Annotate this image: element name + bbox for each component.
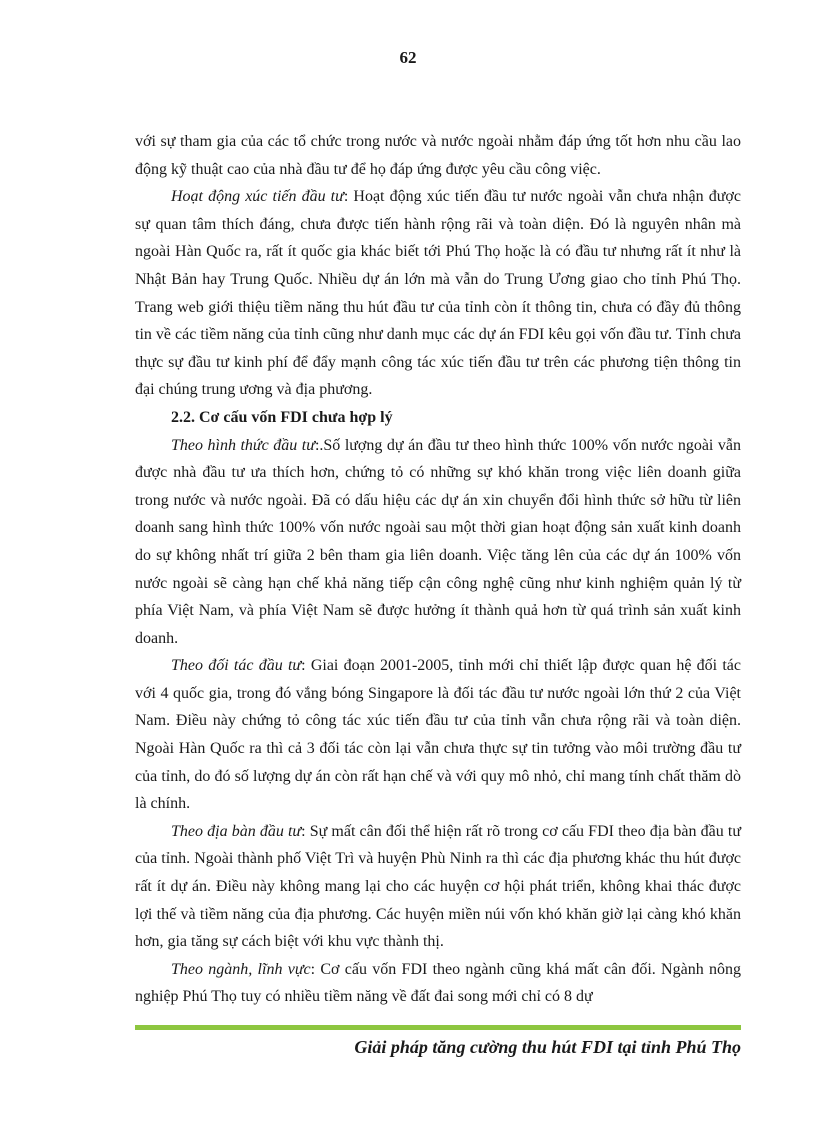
- paragraph-lead: Theo hình thức đầu tư: [171, 436, 315, 454]
- paragraph-text: :.Số lượng dự án đầu tư theo hình thức 100% vốn nước ngoài vẫn được nhà đầu tư ưa thích hơn, chứng tỏ có những sự khó khăn trong việc liên doanh giữa trong nước và nước ngoài. Đã có dấu hiệu các dự án xin chuyển đổi hình thức sở hữu từ liên doanh sang hình thức 100% vốn nước ngoài sau một thời gian hoạt động sản xuất kinh doanh do sự không nhất trí giữa 2 bên tham gia liên doanh. Việc tăng lên của các dự án 100% vốn nước ngoài sẽ càng hạn chế khả năng tiếp cận công nghệ cũng như kinh nghiệm quản lý từ phía Việt Nam, và phía Việt Nam sẽ được hưởng ít thành quả hơn từ quá trình sản xuất kinh doanh.: [135, 436, 741, 647]
- paragraph-text: : Giai đoạn 2001-2005, tỉnh mới chỉ thiết lập được quan hệ đối tác với 4 quốc gia, trong đó vắng bóng Singapore là đối tác đầu tư nước ngoài lớn thứ 2 của Việt Nam. Điều này chứng tỏ công tác xúc tiến đầu tư của tỉnh vẫn chưa rộng rãi và toàn diện. Ngoài Hàn Quốc ra thì cả 3 đối tác còn lại vẫn chưa thực sự tin tưởng vào môi trường đầu tư của tỉnh, do đó số lượng dự án còn rất hạn chế và với quy mô nhỏ, chỉ mang tính chất thăm dò là chính.: [135, 657, 741, 813]
- paragraph-lead: Hoạt động xúc tiến đầu tư: [171, 188, 344, 206]
- footer-title: Giải pháp tăng cường thu hút FDI tại tỉnh Phú Thọ: [354, 1037, 741, 1057]
- paragraph-investment-promotion: [135, 183, 741, 404]
- paragraph-investment-form: [135, 432, 741, 653]
- paragraph-text: : Hoạt động xúc tiến đầu tư nước ngoài vẫn chưa nhận được sự quan tâm thích đáng, chưa được tiến hành rộng rãi và toàn diện. Đó là nguyên nhân mà ngoài Hàn Quốc ra, rất ít quốc gia khác biết tới Phú Thọ hoặc là có đầu tư nhưng rất ít như là Nhật Bản hay Trung Quốc. Nhiều dự án lớn mà vẫn do Trung Ương giao cho tỉnh Phú Thọ. Trang web giới thiệu tiềm năng thu hút đầu tư của tỉnh còn ít thông tin, chưa có đầy đủ thông tin về các tiềm năng của tỉnh cũng như danh mục các dự án FDI kêu gọi vốn đầu tư. Tỉnh chưa thực sự đầu tư kinh phí để đẩy mạnh công tác xúc tiến đầu tư trên các phương tiện thông tin đại chúng trung ương và địa phương.: [135, 188, 741, 399]
- paragraph-continuation: [135, 128, 741, 183]
- footer-divider: [135, 1025, 741, 1030]
- paragraph-investment-sector: [135, 956, 741, 1011]
- paragraph-lead: Theo đối tác đầu tư: [171, 657, 302, 675]
- document-body: [135, 128, 741, 1011]
- paragraph-investment-partner: [135, 652, 741, 818]
- paragraph-text: với sự tham gia của các tổ chức trong nước và nước ngoài nhằm đáp ứng tốt hơn nhu cầu lao động kỹ thuật cao của nhà đầu tư để họ đáp ứng được yêu cầu công việc.: [135, 133, 741, 178]
- page-number: 62: [399, 48, 417, 67]
- paragraph-lead: Theo ngành, lĩnh vực: [171, 960, 311, 978]
- paragraph-investment-location: [135, 818, 741, 956]
- section-heading: 2.2. Cơ cấu vốn FDI chưa hợp lý: [171, 408, 393, 426]
- paragraph-text: : Sự mất cân đối thể hiện rất rõ trong cơ cấu FDI theo địa bàn đầu tư của tỉnh. Ngoài thành phố Việt Trì và huyện Phù Ninh ra thì các địa phương khác thu hút được rất ít dự án. Điều này không mang lại cho các huyện cơ hội phát triển, không khai thác được lợi thế và tiềm năng của địa phương. Các huyện miền núi vốn khó khăn giờ lại càng khó khăn hơn, gia tăng sự cách biệt với khu vực thành thị.: [135, 822, 742, 951]
- paragraph-lead: Theo địa bàn đầu tư: [171, 822, 302, 840]
- paragraph-text: : Cơ cấu vốn FDI theo ngành cũng khá mất cân đối. Ngành nông nghiệp Phú Thọ tuy có nhiều tiềm năng về đất đai song mới chỉ có 8 dự: [135, 960, 741, 1006]
